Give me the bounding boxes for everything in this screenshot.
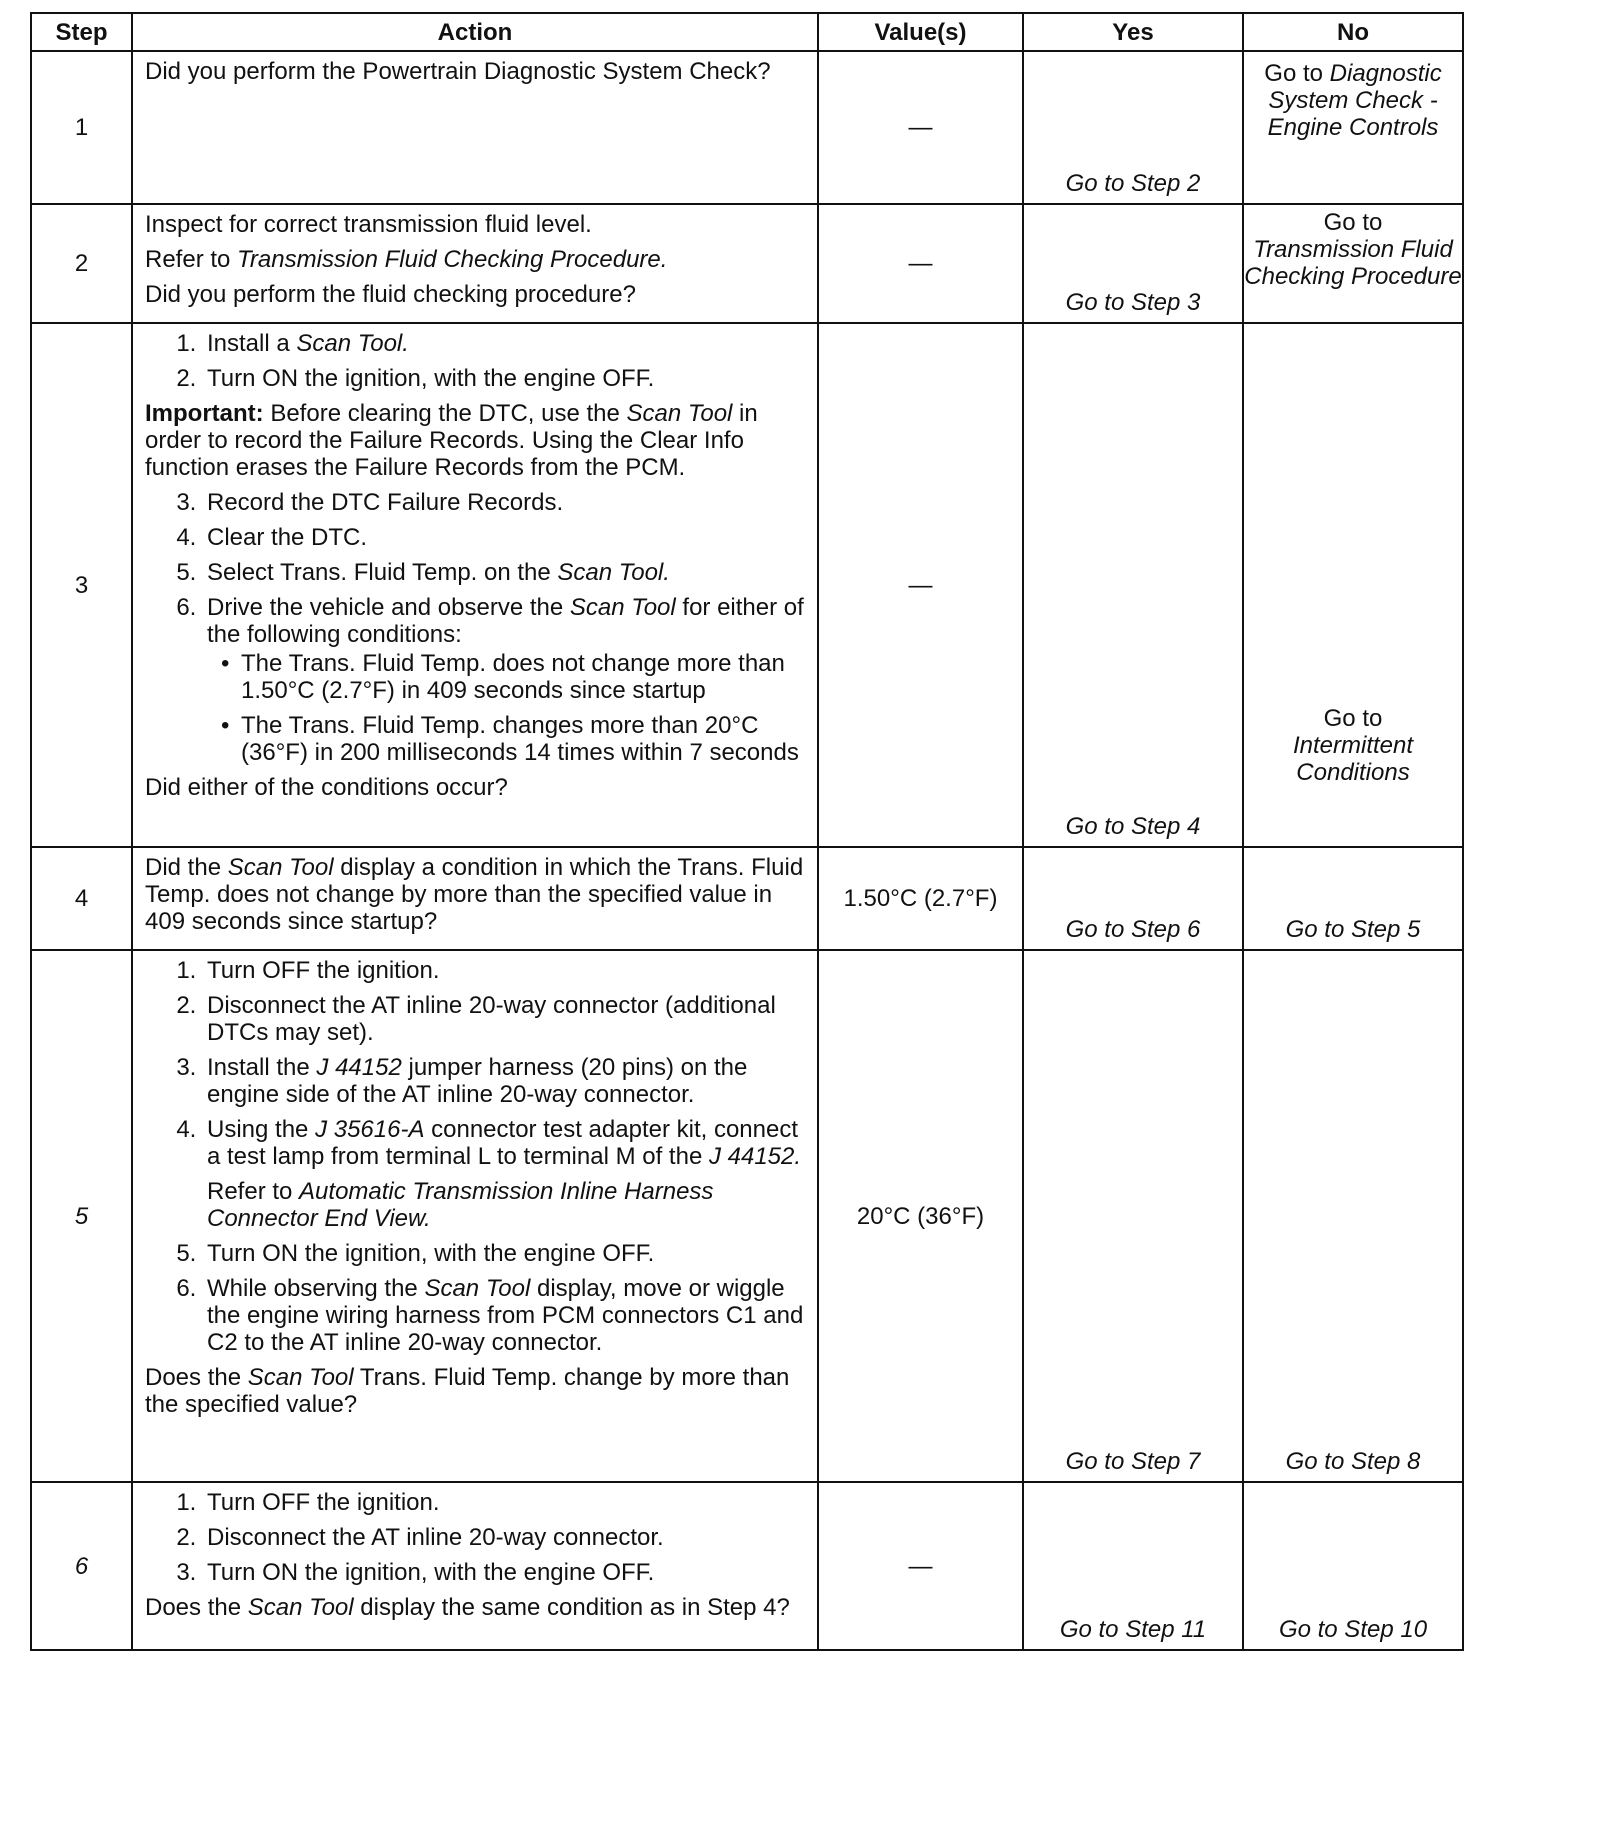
condition-list	[207, 650, 805, 766]
procedure-name: Diagnostic System Check - Engine Controls	[1267, 60, 1442, 141]
goto-step-link[interactable]: Go to Step 11	[1059, 1616, 1207, 1643]
table-row	[31, 323, 1463, 847]
important-note: Important: Before clearing the DTC, use the Scan Tool in order to record the Failure Records. Using the Clear Info function erases the Failure Records from the PCM.	[145, 400, 758, 481]
header-yes: Yes	[1023, 13, 1243, 51]
step-number: 5	[31, 950, 132, 1482]
procedure-step: 1. Install a Scan Tool.	[203, 330, 805, 357]
condition-item: • The Trans. Fluid Temp. does not change more than 1.50°C (2.7°F) in 409 seconds since startup	[231, 650, 805, 704]
yes-cell	[1023, 51, 1243, 204]
goto-step-link[interactable]: Go to Step 3	[1065, 289, 1201, 316]
table-row	[31, 847, 1463, 950]
step-number: 4	[31, 847, 132, 950]
header-values: Value(s)	[818, 13, 1023, 51]
procedure-step: 2. Disconnect the AT inline 20-way connector (additional DTCs may set).	[203, 992, 805, 1046]
step-number: 2	[31, 204, 132, 323]
action-cell	[132, 847, 818, 950]
procedure-step: 1. Turn OFF the ignition.	[203, 957, 805, 984]
no-cell	[1243, 1482, 1463, 1650]
question: Did you perform the fluid checking procedure?	[145, 281, 636, 308]
procedure-step: 6. Drive the vehicle and observe the Scan Tool for either of the following conditions: • The Trans. Fluid Temp. does not change more than 1.50°C (2.7°F) in 409 seconds since startup • The Trans. Fluid Temp. changes more than 20°C (36°F) in 200 milliseconds 14 times within 7 seconds	[203, 594, 805, 766]
reference-link[interactable]: Automatic Transmission Inline Harness Connector End View.	[207, 1178, 714, 1232]
action-cell	[132, 950, 818, 1482]
procedure-step: 5. Turn ON the ignition, with the engine OFF.	[203, 1240, 805, 1267]
no-cell	[1243, 847, 1463, 950]
yes-cell	[1023, 1482, 1243, 1650]
table-row	[31, 1482, 1463, 1650]
no-cell	[1243, 950, 1463, 1482]
procedure-step: 6. While observing the Scan Tool display, move or wiggle the engine wiring harness from PCM connectors C1 and C2 to the AT inline 20-way connector.	[203, 1275, 805, 1356]
action-cell	[132, 204, 818, 323]
reference: Refer to Automatic Transmission Inline Harness Connector End View.	[207, 1178, 714, 1232]
no-cell	[1243, 51, 1463, 204]
diagnostic-table	[30, 12, 1464, 1651]
reference	[145, 246, 805, 273]
procedure-steps	[145, 1489, 805, 1586]
question: Did the Scan Tool display a condition in which the Trans. Fluid Temp. does not change by more than the specified value in 409 seconds since startup?	[145, 854, 804, 935]
procedure-step: 2. Disconnect the AT inline 20-way connector.	[203, 1524, 805, 1551]
table-row	[31, 950, 1463, 1482]
question: Does the Scan Tool Trans. Fluid Temp. change by more than the specified value?	[145, 1364, 790, 1418]
reference-prefix: Refer to	[145, 246, 231, 273]
goto-prefix: Go to	[1264, 60, 1323, 87]
goto-step-link[interactable]: Go to Step 7	[1065, 1448, 1201, 1475]
question: Did either of the conditions occur?	[145, 774, 508, 801]
yes-cell	[1023, 950, 1243, 1482]
question: Did you perform the Powertrain Diagnostic System Check?	[145, 58, 771, 85]
reference-link[interactable]: Transmission Fluid Checking Procedure.	[237, 246, 668, 273]
procedure-steps	[145, 489, 805, 766]
goto-prefix: Go to	[1323, 209, 1383, 236]
value-cell: —	[818, 323, 1023, 847]
procedure-name: Intermittent Conditions	[1292, 732, 1414, 786]
procedure-step: 3. Install the J 44152 jumper harness (20 pins) on the engine side of the AT inline 20-way connector.	[203, 1054, 805, 1108]
goto-step-link[interactable]: Go to Step 2	[1065, 170, 1201, 197]
instruction: Inspect for correct transmission fluid level.	[145, 211, 592, 238]
yes-cell	[1023, 323, 1243, 847]
table-row	[31, 204, 1463, 323]
value-cell: 20°C (36°F)	[818, 950, 1023, 1482]
action-cell	[132, 51, 818, 204]
procedure-step: 2. Turn ON the ignition, with the engine OFF.	[203, 365, 805, 392]
procedure-step: 1. Turn OFF the ignition.	[203, 1489, 805, 1516]
procedure-steps	[145, 957, 805, 1356]
important-label: Important:	[145, 400, 264, 427]
table-row	[31, 51, 1463, 204]
step-number: 6	[31, 1482, 132, 1650]
action-cell	[132, 1482, 818, 1650]
no-cell	[1243, 323, 1463, 847]
procedure-name: Transmission Fluid Checking Procedure	[1244, 236, 1462, 290]
header-step: Step	[31, 13, 132, 51]
procedure-steps	[145, 330, 805, 392]
header-no: No	[1243, 13, 1463, 51]
value-cell: —	[818, 1482, 1023, 1650]
value-cell: —	[818, 204, 1023, 323]
step-number: 3	[31, 323, 132, 847]
procedure-step: 3. Record the DTC Failure Records.	[203, 489, 805, 516]
no-cell	[1243, 204, 1463, 323]
condition-item: • The Trans. Fluid Temp. changes more than 20°C (36°F) in 200 milliseconds 14 times within 7 seconds	[231, 712, 805, 766]
header-row	[31, 13, 1463, 51]
goto-step-link[interactable]: Go to Step 10	[1278, 1616, 1428, 1643]
action-cell	[132, 323, 818, 847]
value-cell: 1.50°C (2.7°F)	[818, 847, 1023, 950]
procedure-step: 4. Using the J 35616-A connector test adapter kit, connect a test lamp from terminal L to terminal M of the J 44152. Refer to Automatic Transmission Inline Harness Connector End View.	[203, 1116, 805, 1232]
goto-step-link[interactable]: Go to Step 4	[1065, 813, 1201, 840]
value-cell: —	[818, 51, 1023, 204]
question: Does the Scan Tool display the same condition as in Step 4?	[145, 1594, 790, 1621]
goto-step-link[interactable]: Go to Step 6	[1065, 916, 1201, 943]
goto-procedure-link[interactable]	[1244, 52, 1462, 141]
goto-step-link[interactable]: Go to Step 5	[1285, 916, 1421, 943]
procedure-step: 3. Turn ON the ignition, with the engine OFF.	[203, 1559, 805, 1586]
header-action: Action	[132, 13, 818, 51]
goto-procedure-link[interactable]	[1244, 205, 1462, 290]
step-number: 1	[31, 51, 132, 204]
yes-cell	[1023, 204, 1243, 323]
goto-step-link[interactable]: Go to Step 8	[1285, 1448, 1421, 1475]
procedure-step: 4. Clear the DTC.	[203, 524, 805, 551]
goto-procedure-link[interactable]	[1244, 705, 1462, 786]
procedure-step: 5. Select Trans. Fluid Temp. on the Scan Tool.	[203, 559, 805, 586]
yes-cell	[1023, 847, 1243, 950]
goto-prefix: Go to	[1323, 705, 1383, 732]
